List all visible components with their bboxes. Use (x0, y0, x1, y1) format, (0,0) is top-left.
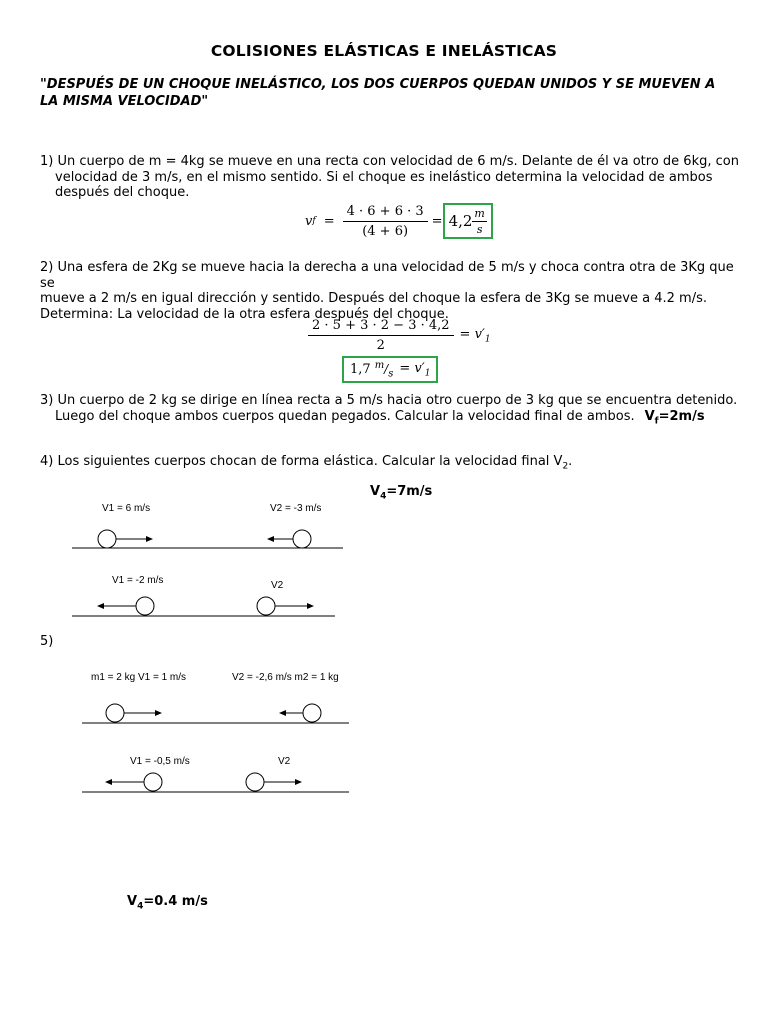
p4-ball-2-before (293, 530, 311, 548)
p5-after-right-label: V2 (278, 756, 291, 767)
p4-after-left-label: V1 = -2 m/s (112, 575, 164, 586)
eq1-equals: = (323, 213, 335, 229)
eq1-numerator: 4 · 6 + 6 · 3 (343, 204, 428, 222)
p4-answer-v: V (370, 484, 381, 499)
p4-after-collision (72, 575, 335, 616)
problem-1-line-2: velocidad de 3 m/s, en el mismo sentido. Si el choque es inelástico determina la velocidad de ambos (55, 169, 713, 185)
p4-answer-sub: 4 (380, 491, 387, 502)
p5-ball-2-before (303, 704, 321, 722)
p4-answer-val: =7m/s (386, 484, 433, 499)
eq2-rhs-text: = v′ (459, 326, 485, 342)
problem-1-line-1: 1) Un cuerpo de m = 4kg se mueve en una recta con velocidad de 6 m/s. Delante de él va otro de 6kg, con (40, 154, 739, 169)
eq1-unit-den: s (476, 222, 483, 236)
p5-after-left-label: V1 = -0,5 m/s (130, 756, 190, 767)
eq2-numerator: 2 · 5 + 3 · 2 − 3 · 4,2 (308, 318, 454, 336)
p5-ball-2-after (246, 773, 264, 791)
problem-3-line-2-text: Luego del choque ambos cuerpos quedan pegados. Calcular la velocidad final de ambos. (55, 408, 635, 424)
p4-ball-2-after (257, 597, 275, 615)
eq1-lhs-sub: f (312, 216, 316, 226)
eq2-rhs-sub: 1 (484, 334, 491, 345)
p5-before-left-label: m1 = 2 kg V1 = 1 m/s (91, 672, 187, 683)
problem-4-line-1: 4) Los siguientes cuerpos chocan de forma elástica. Calcular la velocidad final V (40, 454, 563, 469)
eq1-denominator: (4 + 6) (362, 223, 409, 239)
eq2-result-unit: $^m/_s$ (374, 359, 394, 380)
problem-1-line-3: después del choque. (55, 185, 190, 200)
p5-ball-1-after (144, 773, 162, 791)
eq2-denominator: 2 (376, 338, 385, 353)
p4-before-left-label: V1 = 6 m/s (102, 503, 151, 514)
eq2-unit-den: s (388, 368, 394, 380)
eq1-equals-2: = (431, 213, 443, 229)
page-title: COLISIONES ELÁSTICAS E INELÁSTICAS (210, 42, 558, 60)
eq2-result-rhs-text: = v′ (399, 360, 425, 376)
p4-after-right-label: V2 (271, 580, 284, 591)
problem-4-sub: 2 (562, 461, 569, 472)
problem-4-end: . (568, 454, 573, 469)
eq1-unit-num: m (474, 206, 485, 220)
p5-answer-sub: 4 (137, 901, 144, 912)
p5-before-collision (82, 672, 349, 723)
p3-answer-val: =2m/s (658, 408, 705, 424)
p3-answer-sub: f (654, 416, 659, 427)
p5-answer-v: V (127, 894, 138, 909)
p3-answer-v: V (644, 408, 655, 424)
problem-2-line-2: mueve a 2 m/s en igual dirección y sentido. Después del choque la esfera de 3Kg se mueve a 4.2 m/s. (40, 291, 707, 306)
eq1-lhs-var: v (305, 213, 313, 229)
eq2-result-rhs-sub: 1 (424, 368, 431, 379)
p5-answer-val: =0.4 m/s (143, 894, 208, 909)
eq2-result-value: 1,7 (350, 362, 371, 377)
p4-ball-1-before (98, 530, 116, 548)
eq2-unit-num: m (374, 359, 385, 371)
problem-2-line-3: Determina: La velocidad de la otra esfera después del choque. (40, 306, 449, 322)
problem-3-line-1: 3) Un cuerpo de 2 kg se dirige en línea recta a 5 m/s hacia otro cuerpo de 3 kg que se encuentra detenido. (40, 393, 738, 408)
p4-before-right-label: V2 = -3 m/s (270, 503, 322, 514)
p5-ball-1-before (106, 704, 124, 722)
problem-5-label: 5) (40, 634, 54, 649)
p4-ball-1-after (136, 597, 154, 615)
p4-before-collision (72, 503, 343, 548)
problem-2-line-1: 2) Una esfera de 2Kg se mueve hacia la derecha a una velocidad de 5 m/s y choca contra otra de 3Kg que se (40, 260, 734, 291)
key-quote: "DESPUÉS DE UN CHOQUE INELÁSTICO, LOS DOS CUERPOS QUEDAN UNIDOS Y SE MUEVEN A LA MISMA VELOCIDAD" (40, 77, 716, 109)
p5-before-right-label: V2 = -2,6 m/s m2 = 1 kg (232, 672, 339, 683)
eq1-result-value: 4,2 (448, 212, 473, 230)
p5-after-collision (82, 756, 349, 792)
